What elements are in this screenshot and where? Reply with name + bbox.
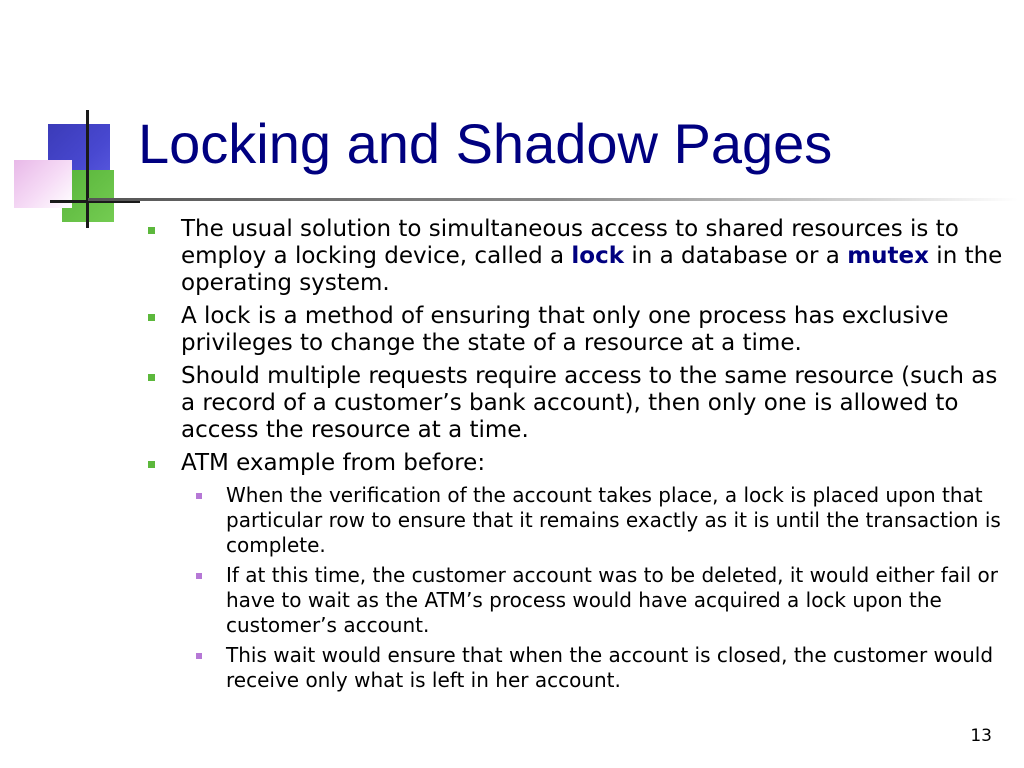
keyword-mutex: mutex <box>847 243 929 269</box>
sub-bullet-deletion <box>193 563 1018 638</box>
bullet-marker-icon <box>148 314 155 321</box>
bullet-marker-icon <box>148 461 155 468</box>
sub-bullet-text: When the verification of the account takes place, a lock is placed upon that particular row to ensure that it remains exactly as it is until the transaction is complete. <box>226 483 1001 557</box>
bullet-text: The usual solution to simultaneous access to shared resources is to employ a locking device, called a <box>181 216 959 269</box>
slide-body <box>148 216 1018 698</box>
bullet-text: A lock is a method of ensuring that only one process has exclusive privileges to change the state of a resource at a time. <box>181 303 949 356</box>
page-number: 13 <box>970 726 992 746</box>
bullet-marker-icon <box>148 227 155 234</box>
bullet-atm-example <box>148 450 1018 477</box>
bullet-marker-icon <box>148 374 155 381</box>
keyword-lock: lock <box>571 243 625 269</box>
bullet-multiple-requests <box>148 363 1018 444</box>
bullet-lock-definition <box>148 303 1018 357</box>
slide-title: Locking and Shadow Pages <box>138 112 833 175</box>
title-underline <box>88 198 1018 201</box>
sub-bullet-marker-icon <box>196 653 202 659</box>
sub-bullet-marker-icon <box>196 573 202 579</box>
bullet-lock-solution <box>148 216 1018 297</box>
bullet-text: Should multiple requests require access to the same resource (such as a record of a customer’s bank account), then only one is allowed to access the resource at a time. <box>181 363 998 443</box>
bullet-text: ATM example from before: <box>181 450 486 476</box>
sub-bullet-verification <box>193 483 1018 558</box>
decor-vertical-line <box>86 110 89 228</box>
sub-bullet-text: This wait would ensure that when the account is closed, the customer would receive only what is left in her account. <box>226 643 994 692</box>
sub-bullet-wait <box>193 643 1018 693</box>
sub-bullet-marker-icon <box>196 493 202 499</box>
bullet-text: in a database or a <box>624 243 848 269</box>
bullet-text: in the operating system. <box>181 243 1003 296</box>
sub-bullet-text: If at this time, the customer account was to be deleted, it would either fail or have to wait as the ATM’s process would have acquired a lock upon the customer’s account. <box>226 563 998 637</box>
